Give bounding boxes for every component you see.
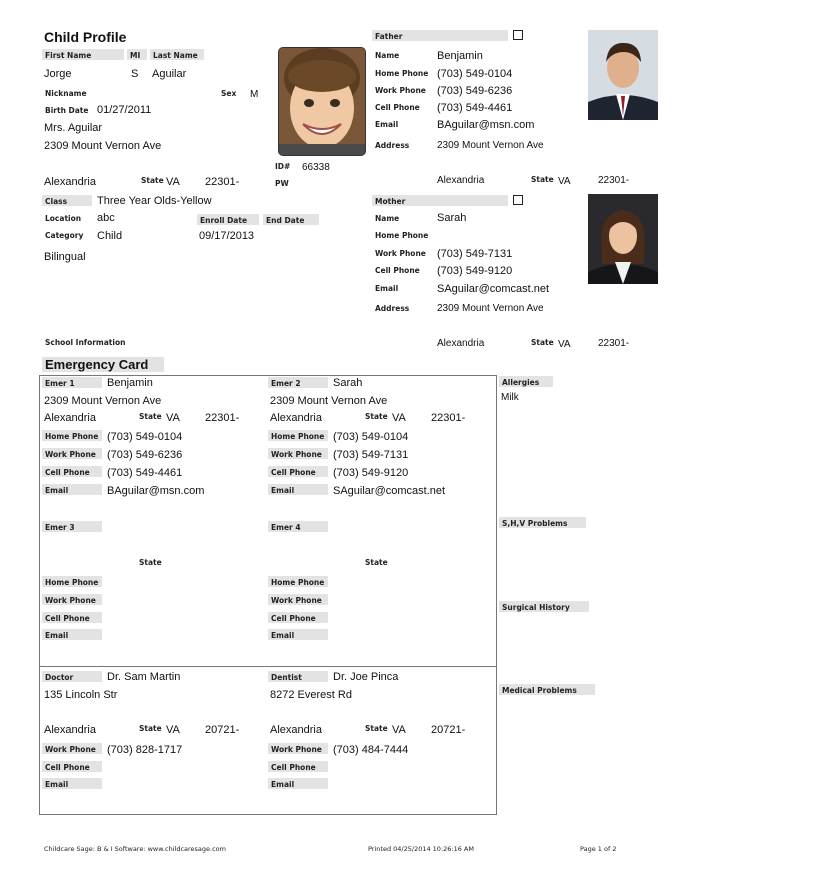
class-label: Class	[42, 195, 92, 206]
shv-problems-label: S,H,V Problems	[499, 517, 586, 528]
dentist-email-label: Email	[268, 778, 328, 789]
emergency-card-label: Emergency Card	[42, 357, 164, 372]
mother-address-label: Address	[375, 304, 410, 313]
father-address-label: Address	[375, 141, 410, 150]
dentist-label: Dentist	[268, 671, 328, 682]
mother-section-label: Mother	[372, 195, 508, 206]
emer1-address: 2309 Mount Vernon Ave	[44, 395, 162, 407]
father-section-label: Father	[372, 30, 508, 41]
doctor-name: Dr. Sam Martin	[107, 671, 181, 683]
end-date-label: End Date	[263, 214, 319, 225]
child-zip: 22301-	[205, 176, 240, 188]
emer2-work-phone: (703) 549-7131	[333, 449, 409, 461]
dentist-address: 8272 Everest Rd	[270, 689, 352, 701]
last-name-value: Aguilar	[152, 68, 187, 80]
emer1-name: Benjamin	[107, 377, 153, 389]
emer2-label: Emer 2	[268, 377, 328, 388]
mother-state-label: State	[531, 338, 554, 347]
dentist-zip: 20721-	[431, 724, 466, 736]
father-work-phone-label: Work Phone	[375, 86, 426, 95]
emergency-divider	[39, 666, 497, 667]
mother-email: SAguilar@comcast.net	[437, 283, 550, 295]
id-label: ID#	[275, 162, 291, 171]
father-name: Benjamin	[437, 50, 483, 62]
first-name-label: First Name	[42, 49, 124, 60]
dentist-work-phone-label: Work Phone	[268, 743, 328, 754]
emer3-work-phone-label: Work Phone	[42, 594, 102, 605]
doctor-state: VA	[166, 724, 180, 736]
mother-zip: 22301-	[598, 338, 630, 349]
id-value: 66338	[302, 162, 330, 173]
sex-value: M	[250, 89, 259, 100]
dentist-state: VA	[392, 724, 406, 736]
dentist-state-label: State	[365, 724, 388, 733]
doctor-state-label: State	[139, 724, 162, 733]
father-state: VA	[558, 176, 571, 187]
emer2-city: Alexandria	[270, 412, 322, 424]
mother-name-label: Name	[375, 214, 400, 223]
child-address: 2309 Mount Vernon Ave	[44, 140, 162, 152]
emer2-home-phone: (703) 549-0104	[333, 431, 409, 443]
emer1-state-label: State	[139, 412, 162, 421]
father-email-label: Email	[375, 120, 399, 129]
mother-address: 2309 Mount Vernon Ave	[437, 303, 544, 314]
child-city: Alexandria	[44, 176, 96, 188]
father-checkbox[interactable]	[513, 30, 523, 40]
last-name-label: Last Name	[150, 49, 204, 60]
pw-label: PW	[275, 179, 289, 188]
class-value: Three Year Olds-Yellow	[97, 195, 212, 207]
mi-value: S	[131, 68, 139, 80]
father-home-phone-label: Home Phone	[375, 69, 429, 78]
emer3-email-label: Email	[42, 629, 102, 640]
category-value: Child	[97, 230, 123, 242]
enroll-date-value: 09/17/2013	[199, 230, 255, 242]
location-value: abc	[97, 212, 115, 224]
birth-date-value: 01/27/2011	[97, 104, 152, 116]
doctor-work-phone: (703) 828-1717	[107, 744, 183, 756]
mother-home-phone-label: Home Phone	[375, 231, 429, 240]
emer2-zip: 22301-	[431, 412, 466, 424]
father-city: Alexandria	[437, 175, 485, 186]
emer1-work-phone: (703) 549-6236	[107, 449, 183, 461]
emer1-work-phone-label: Work Phone	[42, 448, 102, 459]
emer1-home-phone-label: Home Phone	[42, 430, 102, 441]
footer-left: Childcare Sage: B & I Software: www.childcaresage.com	[44, 845, 226, 853]
footer-center: Printed 04/25/2014 10:26:16 AM	[368, 845, 474, 853]
mother-name: Sarah	[437, 212, 467, 224]
emer1-zip: 22301-	[205, 412, 240, 424]
emer1-city: Alexandria	[44, 412, 96, 424]
child-state-label: State	[141, 176, 164, 185]
father-home-phone: (703) 549-0104	[437, 68, 513, 80]
doctor-cell-phone-label: Cell Phone	[42, 761, 102, 772]
emer4-state-label: State	[365, 558, 388, 567]
emer4-email-label: Email	[268, 629, 328, 640]
emer3-cell-phone-label: Cell Phone	[42, 612, 102, 623]
emer1-cell-phone-label: Cell Phone	[42, 466, 102, 477]
page-title: Child Profile	[44, 29, 127, 45]
emer1-email: BAguilar@msn.com	[107, 485, 205, 497]
medical-problems-label: Medical Problems	[499, 684, 595, 695]
nickname-label: Nickname	[45, 89, 87, 98]
father-address: 2309 Mount Vernon Ave	[437, 140, 544, 151]
emer3-home-phone-label: Home Phone	[42, 576, 102, 587]
footer-right: Page 1 of 2	[580, 845, 617, 853]
father-cell-phone: (703) 549-4461	[437, 102, 513, 114]
child-note: Bilingual	[44, 251, 86, 263]
emer2-email: SAguilar@comcast.net	[333, 485, 446, 497]
sex-label: Sex	[221, 89, 237, 98]
doctor-city: Alexandria	[44, 724, 96, 736]
emer1-cell-phone: (703) 549-4461	[107, 467, 183, 479]
dentist-cell-phone-label: Cell Phone	[268, 761, 328, 772]
child-face-icon	[279, 48, 365, 155]
emer4-work-phone-label: Work Phone	[268, 594, 328, 605]
father-name-label: Name	[375, 51, 400, 60]
emer2-address: 2309 Mount Vernon Ave	[270, 395, 388, 407]
emer2-email-label: Email	[268, 484, 328, 495]
emer1-email-label: Email	[42, 484, 102, 495]
emer3-state-label: State	[139, 558, 162, 567]
mother-work-phone-label: Work Phone	[375, 249, 426, 258]
location-label: Location	[45, 214, 82, 223]
emer2-state-label: State	[365, 412, 388, 421]
surgical-history-label: Surgical History	[499, 601, 589, 612]
father-zip: 22301-	[598, 175, 630, 186]
mi-label: MI	[127, 49, 147, 60]
mother-city: Alexandria	[437, 338, 485, 349]
emer2-work-phone-label: Work Phone	[268, 448, 328, 459]
child-state: VA	[166, 176, 180, 188]
mother-photo	[588, 194, 658, 284]
allergies-value: Milk	[501, 392, 519, 403]
emer1-home-phone: (703) 549-0104	[107, 431, 183, 443]
enroll-date-label: Enroll Date	[197, 214, 259, 225]
emer2-state: VA	[392, 412, 406, 424]
mother-email-label: Email	[375, 284, 399, 293]
birth-date-label: Birth Date	[45, 106, 89, 115]
doctor-work-phone-label: Work Phone	[42, 743, 102, 754]
dentist-name: Dr. Joe Pinca	[333, 671, 399, 683]
emer1-label: Emer 1	[42, 377, 102, 388]
mother-state: VA	[558, 339, 571, 350]
mother-cell-phone-label: Cell Phone	[375, 266, 420, 275]
mother-portrait-icon	[588, 194, 658, 284]
allergies-label: Allergies	[499, 376, 553, 387]
emer4-cell-phone-label: Cell Phone	[268, 612, 328, 623]
guardian-line: Mrs. Aguilar	[44, 122, 103, 134]
mother-cell-phone: (703) 549-9120	[437, 265, 513, 277]
father-email: BAguilar@msn.com	[437, 119, 535, 131]
dentist-city: Alexandria	[270, 724, 322, 736]
child-photo	[278, 47, 366, 156]
emer4-home-phone-label: Home Phone	[268, 576, 328, 587]
father-cell-phone-label: Cell Phone	[375, 103, 420, 112]
emer2-cell-phone-label: Cell Phone	[268, 466, 328, 477]
category-label: Category	[45, 231, 84, 240]
first-name-value: Jorge	[44, 68, 72, 80]
father-work-phone: (703) 549-6236	[437, 85, 513, 97]
doctor-address: 135 Lincoln Str	[44, 689, 118, 701]
father-state-label: State	[531, 175, 554, 184]
father-portrait-icon	[588, 30, 658, 120]
emer1-state: VA	[166, 412, 180, 424]
father-photo	[588, 30, 658, 120]
emer3-label: Emer 3	[42, 521, 102, 532]
doctor-zip: 20721-	[205, 724, 240, 736]
school-info-label: School Information	[45, 338, 126, 347]
emer2-name: Sarah	[333, 377, 363, 389]
emer2-cell-phone: (703) 549-9120	[333, 467, 409, 479]
doctor-label: Doctor	[42, 671, 102, 682]
mother-work-phone: (703) 549-7131	[437, 248, 513, 260]
mother-checkbox[interactable]	[513, 195, 523, 205]
doctor-email-label: Email	[42, 778, 102, 789]
emer2-home-phone-label: Home Phone	[268, 430, 328, 441]
dentist-work-phone: (703) 484-7444	[333, 744, 409, 756]
emer4-label: Emer 4	[268, 521, 328, 532]
